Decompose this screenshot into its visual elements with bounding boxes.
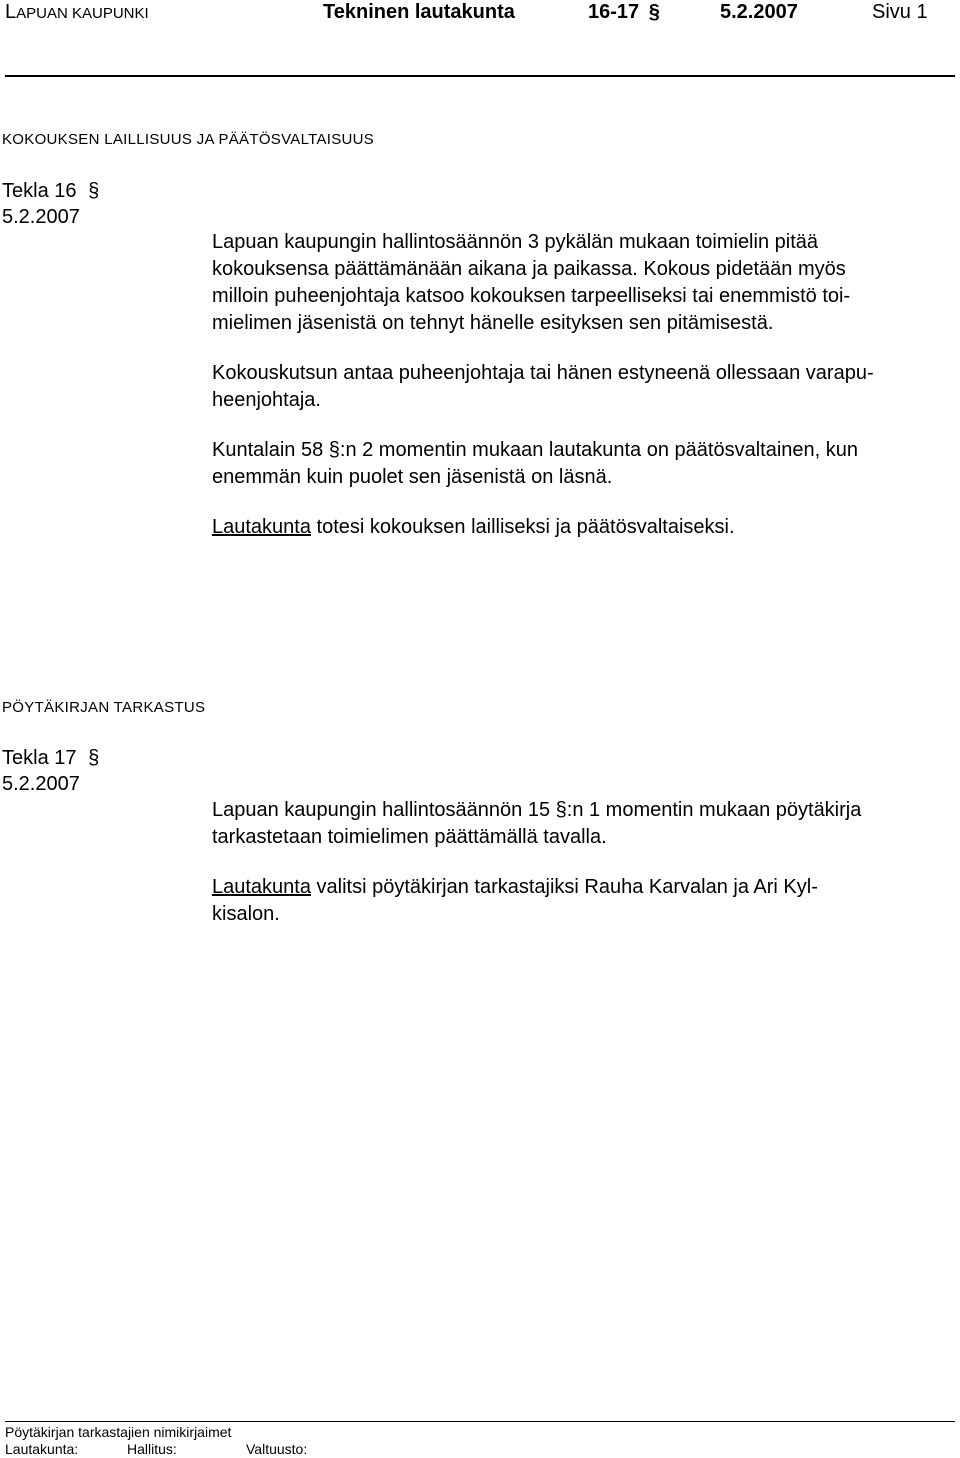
paragraph: Lapuan kaupungin hallintosäännön 3 pykälän mukaan toimielin pitää kokouksensa päättämänään aikana ja paikassa. Kokous pidetään myös milloin puheenjohtaja katsoo kokouksen tarpeelliseksi tai enemmistö toi- mielimen jäsenistä on tehnyt hänelle esityksen sen pitämisestä. bbox=[212, 231, 851, 334]
decision: Lautakunta totesi kokouksen lailliseksi ja päätösvaltaiseksi. bbox=[212, 516, 735, 538]
item-label: Tekla 17 § bbox=[2, 747, 100, 769]
item-title: KOKOUKSEN LAILLISUUS JA PÄÄTÖSVALTAISUUS bbox=[2, 131, 375, 148]
decision-subject: Lautakunta bbox=[212, 876, 311, 898]
header-divider bbox=[5, 75, 955, 77]
footer-board: Lautakunta: bbox=[5, 1441, 79, 1457]
meeting-date: 5.2.2007 bbox=[720, 1, 798, 23]
decision: Lautakunta valitsi pöytäkirjan tarkastajiksi Rauha Karvalan ja Ari Kyl- kisalon. bbox=[212, 876, 818, 925]
decision-subject: Lautakunta bbox=[212, 516, 311, 538]
page-number: Sivu 1 bbox=[872, 1, 928, 23]
item-title: PÖYTÄKIRJAN TARKASTUS bbox=[2, 699, 206, 716]
section-sign: § bbox=[648, 1, 660, 23]
section-sign: § bbox=[328, 439, 340, 461]
item-label: Tekla 16 § bbox=[2, 180, 100, 202]
organization-name: LAPUAN KAUPUNKI bbox=[5, 1, 149, 23]
footer-council: Valtuusto: bbox=[246, 1441, 308, 1457]
paragraph: Lapuan kaupungin hallintosäännön 15 §:n 1 momentin mukaan pöytäkirja tarkastetaan toimielimen päättämällä tavalla. bbox=[212, 799, 862, 848]
footer-government: Hallitus: bbox=[127, 1441, 177, 1457]
item-date: 5.2.2007 bbox=[2, 773, 80, 795]
signatures-label: Pöytäkirjan tarkastajien nimikirjaimet bbox=[5, 1424, 232, 1440]
item-date: 5.2.2007 bbox=[2, 206, 80, 228]
item-body bbox=[212, 797, 947, 928]
footer-divider bbox=[5, 1421, 955, 1422]
committee-name: Tekninen lautakunta bbox=[323, 1, 515, 23]
paragraph: Kuntalain 58 §:n 2 momentin mukaan lautakunta on päätösvaltainen, kun enemmän kuin puolet sen jäsenistä on läsnä. bbox=[212, 439, 859, 488]
paragraph: Kokouskutsun antaa puheenjohtaja tai hänen estyneenä ollessaan varapu- heenjohtaja. bbox=[212, 362, 874, 411]
section-sign: § bbox=[555, 799, 567, 821]
item-body bbox=[212, 229, 947, 541]
section-numbers: 16-17 § bbox=[588, 1, 660, 23]
